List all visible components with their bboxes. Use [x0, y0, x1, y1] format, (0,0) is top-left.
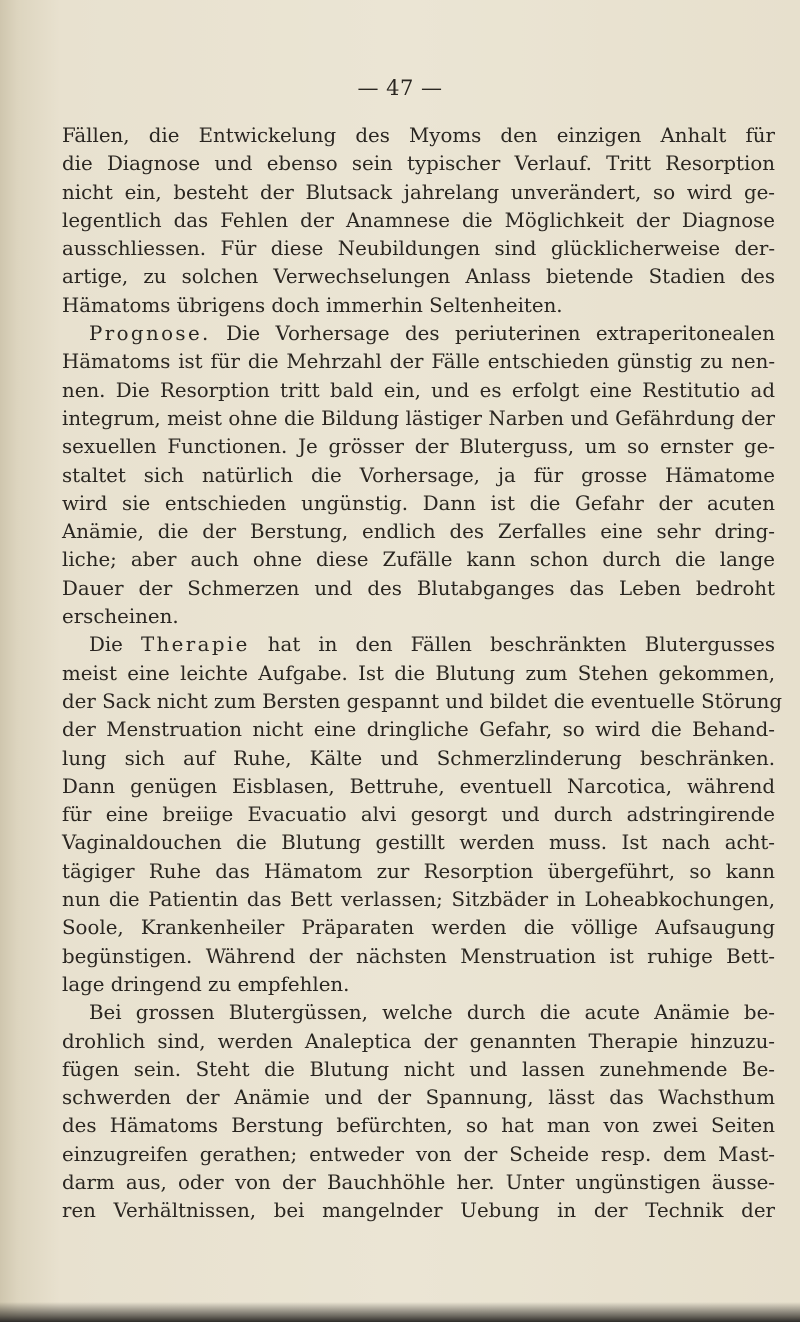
text-line: Dann genügen Eisblasen, Bettruhe, eventuell Narcotica, während [62, 774, 775, 798]
text-line: lung sich auf Ruhe, Kälte und Schmerzlinderung beschränken. [62, 746, 775, 770]
text-line: legentlich das Fehlen der Anamnese die Möglichkeit der Diagnose [62, 208, 775, 232]
text-line: fügen sein. Steht die Blutung nicht und lassen zunehmende Be- [62, 1057, 775, 1081]
text-line: schwerden der Anämie und der Spannung, lässt das Wachsthum [62, 1086, 775, 1110]
text-line: artige, zu solchen Verwechselungen Anlass bietende Stadien des [62, 265, 775, 289]
text-line: nen. Die Resorption tritt bald ein, und es erfolgt eine Restitutio ad [62, 378, 775, 402]
body-text [62, 122, 783, 1226]
section-heading-therapie: Therapie [140, 633, 250, 657]
text-line: Bei grossen Blutergüssen, welche durch die acute Anämie be- [89, 1001, 775, 1025]
text-line: einzugreifen gerathen; entweder von der Scheide resp. dem Mast- [62, 1142, 775, 1166]
text-line: wird sie entschieden ungünstig. Dann ist die Gefahr der acuten [62, 491, 775, 515]
text-line: der Sack nicht zum Bersten gespannt und bildet die eventuelle Störung [62, 689, 783, 713]
page-number: — 47 — [357, 76, 443, 100]
text-line: staltet sich natürlich die Vorhersage, ja für grosse Hämatome [62, 463, 775, 487]
text-line: meist eine leichte Aufgabe. Ist die Blutung zum Stehen gekommen, [62, 661, 775, 685]
text-line: Soole, Krankenheiler Präparaten werden die völlige Aufsaugung [62, 916, 775, 940]
text-line: Hämatoms ist für die Mehrzahl der Fälle entschieden günstig zu nen- [62, 350, 775, 374]
text-line: Fällen, die Entwickelung des Myoms den einzigen Anhalt für [62, 124, 775, 147]
text-line: drohlich sind, werden Analeptica der genannten Therapie hinzuzu- [62, 1029, 775, 1053]
text-line: für eine breiige Evacuatio alvi gesorgt und durch adstringirende [62, 803, 775, 827]
text-line: erscheinen. [62, 605, 179, 629]
text-line: der Menstruation nicht eine dringliche Gefahr, so wird die Behand- [62, 718, 775, 742]
text-line: Vaginaldouchen die Blutung gestillt werden muss. Ist nach acht- [62, 831, 775, 855]
text-line: des Hämatoms Berstung befürchten, so hat man von zwei Seiten [62, 1114, 775, 1138]
text-line-pre: Die [89, 633, 141, 657]
text-line-rest: Die Vorhersage des periuterinen extraperitonealen [210, 322, 775, 346]
text-line [62, 631, 775, 659]
text-line: lage dringend zu empfehlen. [62, 972, 350, 996]
text-line [62, 320, 775, 348]
section-heading-prognose: Prognose. [89, 322, 211, 346]
text-line: Dauer der Schmerzen und des Blutabganges das Leben bedroht [62, 576, 775, 600]
text-line: sexuellen Functionen. Je grösser der Bluterguss, um so ernster ge- [62, 435, 775, 459]
text-line-rest: hat in den Fällen beschränkten Blutergusses [249, 633, 775, 657]
text-line: ren Verhältnissen, bei mangelnder Uebung in der Technik der [62, 1199, 775, 1223]
text-line: die Diagnose und ebenso sein typischer Verlauf. Tritt Resorption [62, 152, 775, 176]
text-line: nun die Patientin das Bett verlassen; Sitzbäder in Loheabkochungen, [62, 888, 775, 912]
text-line: darm aus, oder von der Bauchhöhle her. Unter ungünstigen äusse- [62, 1170, 775, 1194]
text-line: Anämie, die der Berstung, endlich des Zerfalles eine sehr dring- [62, 520, 775, 544]
text-line: tägiger Ruhe das Hämatom zur Resorption übergeführt, so kann [62, 859, 775, 883]
text-line: nicht ein, besteht der Blutsack jahrelang unverändert, so wird ge- [62, 180, 775, 204]
text-line: Hämatoms übrigens doch immerhin Seltenheiten. [62, 293, 563, 317]
text-line: ausschliessen. Für diese Neubildungen sind glücklicherweise der- [62, 237, 775, 261]
text-line: begünstigen. Während der nächsten Menstruation ist ruhige Bett- [62, 944, 775, 968]
text-line: liche; aber auch ohne diese Zufälle kann schon durch die lange [62, 548, 775, 572]
text-line: integrum, meist ohne die Bildung lästiger Narben und Gefährdung der [62, 406, 775, 430]
